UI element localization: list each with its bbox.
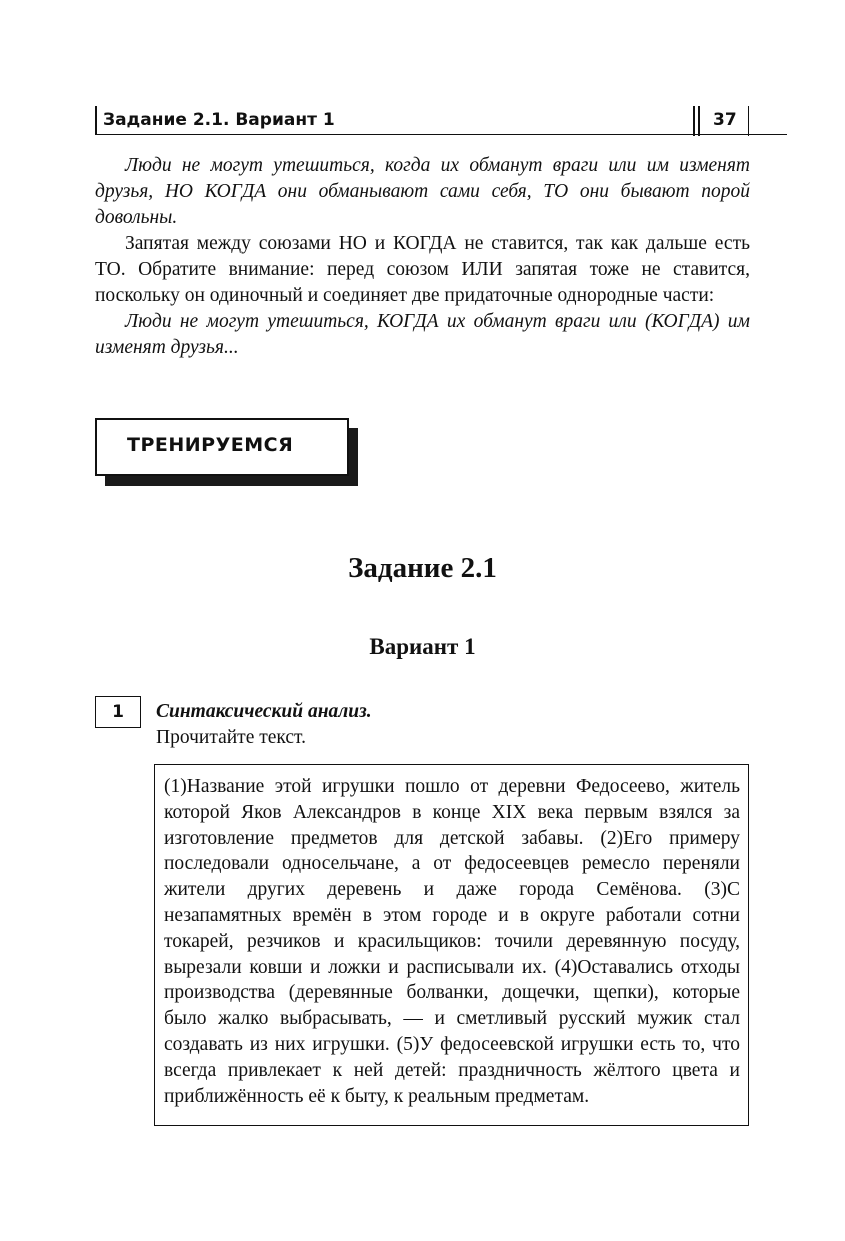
task-title: Задание 2.1 bbox=[348, 552, 497, 584]
question-instruction: Прочитайте текст. bbox=[156, 727, 306, 748]
variant-title: Вариант 1 bbox=[369, 634, 476, 659]
page-number: 37 bbox=[713, 110, 737, 130]
intro-text bbox=[95, 153, 750, 361]
question-heading: Синтаксический анализ. bbox=[156, 701, 372, 722]
reading-text-box bbox=[154, 764, 749, 1126]
explanation-paragraph: Запятая между союзами НО и КОГДА не ставится, так как дальше есть ТО. Обратите внимание: перед союзом ИЛИ запятая тоже не ставится, поскольку он одиночный и соединяет две придаточные однородные части: bbox=[95, 233, 750, 306]
header-right-rule bbox=[748, 106, 749, 136]
running-header bbox=[95, 106, 750, 136]
header-left-rule bbox=[95, 106, 97, 134]
question-number: 1 bbox=[95, 696, 141, 728]
header-divider bbox=[698, 106, 700, 136]
header-rule bbox=[95, 134, 787, 135]
header-title: Задание 2.1. Вариант 1 bbox=[103, 110, 335, 130]
example-sentence: Люди не могут утешиться, КОГДА их обманут враги или (КОГДА) им изменят друзья... bbox=[95, 311, 750, 358]
section-label-box bbox=[95, 418, 349, 476]
example-sentence: Люди не могут утешиться, когда их обманут враги или им изменят друзья, НО КОГДА они обманывают сами себя, ТО они бывают порой довольны. bbox=[95, 155, 750, 228]
header-divider bbox=[693, 106, 695, 136]
reading-text: (1)Название этой игрушки пошло от деревни Федосеево, житель которой Яков Александров в конце XIX века первым взялся за изготовление предметов для детской забавы. (2)Его примеру последовали односельчане, а от федосеевцев ремесло переняли жители других деревень и даже города Семёнова. (3)С незапамятных времён в этом городе и в округе работали сотни токарей, резчиков и красильщиков: точили деревянную посуду, вырезали ковши и ложки и расписывали их. (4)Оставались отходы производства (деревянные болванки, дощечки, щепки), которые было жалко выбрасывать, — и сметливый русский мужик стал создавать из них игрушки. (5)У федосеевской игрушки есть то, что всегда привлекает к ней детей: праздничность жёлтого цвета и приближённость её к быту, к реальным предметам. bbox=[164, 776, 740, 1107]
section-label: ТРЕНИРУЕМСЯ bbox=[127, 434, 294, 456]
